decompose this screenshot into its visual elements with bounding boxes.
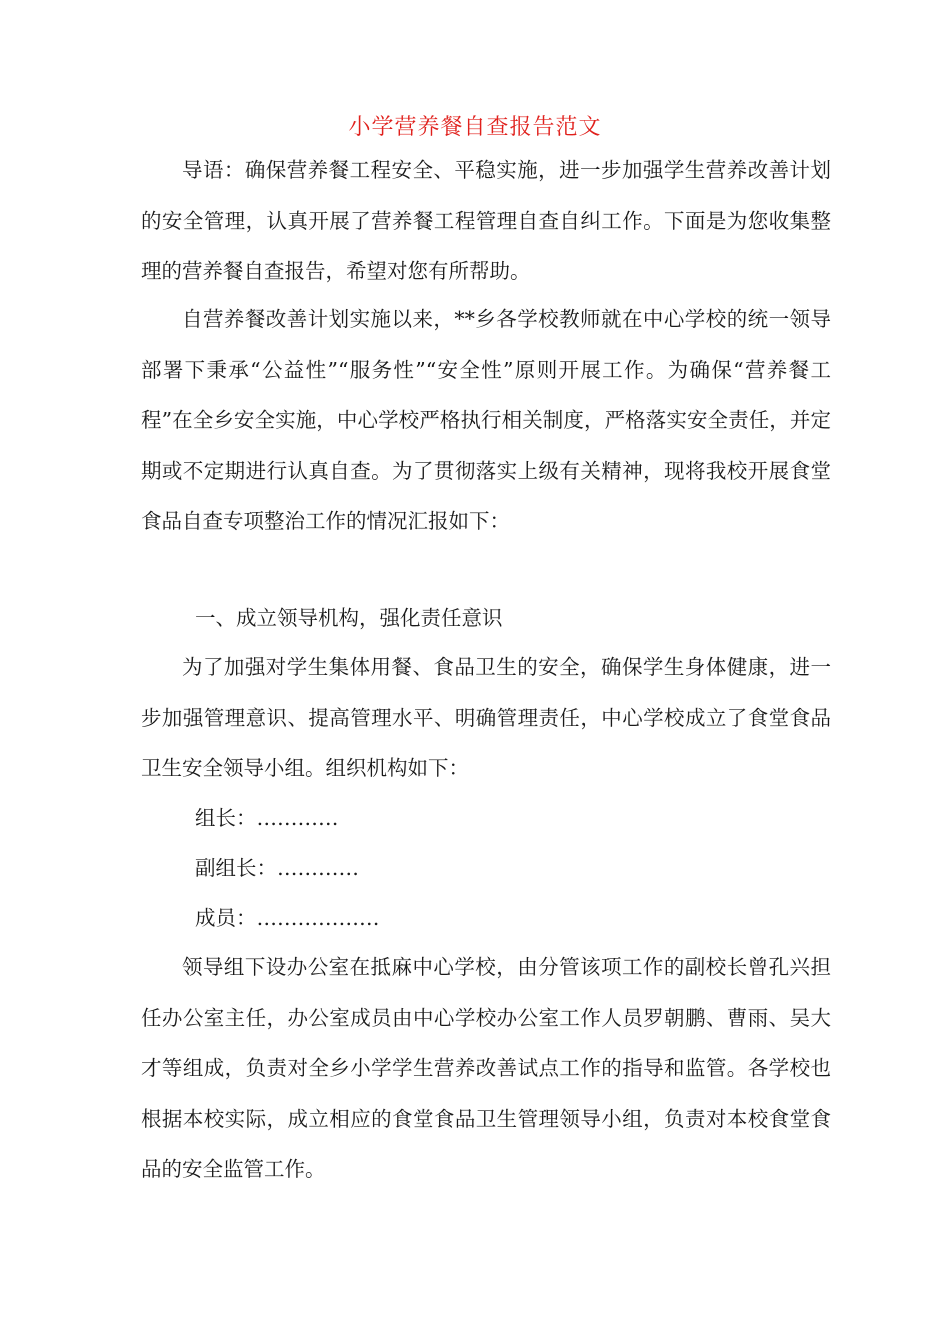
leader-line: 组长：………… [195, 806, 339, 830]
members-line: 成员：……………… [195, 906, 380, 930]
section-heading-1: 一、成立领导机构，强化责任意识 [195, 606, 503, 630]
deputy-leader-line: 副组长：………… [195, 856, 359, 880]
body-paragraph-3: 领导组下设办公室在抵麻中心学校，由分管该项工作的副校长曾孔兴担任办公室主任，办公室成员由中心学校办公室工作人员罗朝鹏、曹雨、吴大才等组成，负责对全乡小学学生营养改善试点工作的指导和监管。各学校也根据本校实际，成立相应的食堂食品卫生管理领导小组，负责对本校食堂食品的安全监管工作。 [141, 955, 831, 1181]
body-paragraph-2: 为了加强对学生集体用餐、食品卫生的安全，确保学生身体健康，进一步加强管理意识、提高管理水平、明确管理责任，中心学校成立了食堂食品卫生安全领导小组。组织机构如下： [141, 655, 831, 780]
intro-paragraph: 导语：确保营养餐工程安全、平稳实施，进一步加强学生营养改善计划的安全管理，认真开展了营养餐工程管理自查自纠工作。下面是为您收集整理的营养餐自查报告，希望对您有所帮助。 [141, 158, 831, 283]
document-title: 小学营养餐自查报告范文 [348, 115, 602, 140]
body-paragraph-1: 自营养餐改善计划实施以来，**乡各学校教师就在中心学校的统一领导部署下秉承“公益性”“服务性”“安全性”原则开展工作。为确保“营养餐工程”在全乡安全实施，中心学校严格执行相关制度，严格落实安全责任，并定期或不定期进行认真自查。为了贯彻落实上级有关精神，现将我校开展食堂食品自查专项整治工作的情况汇报如下： [141, 307, 831, 533]
